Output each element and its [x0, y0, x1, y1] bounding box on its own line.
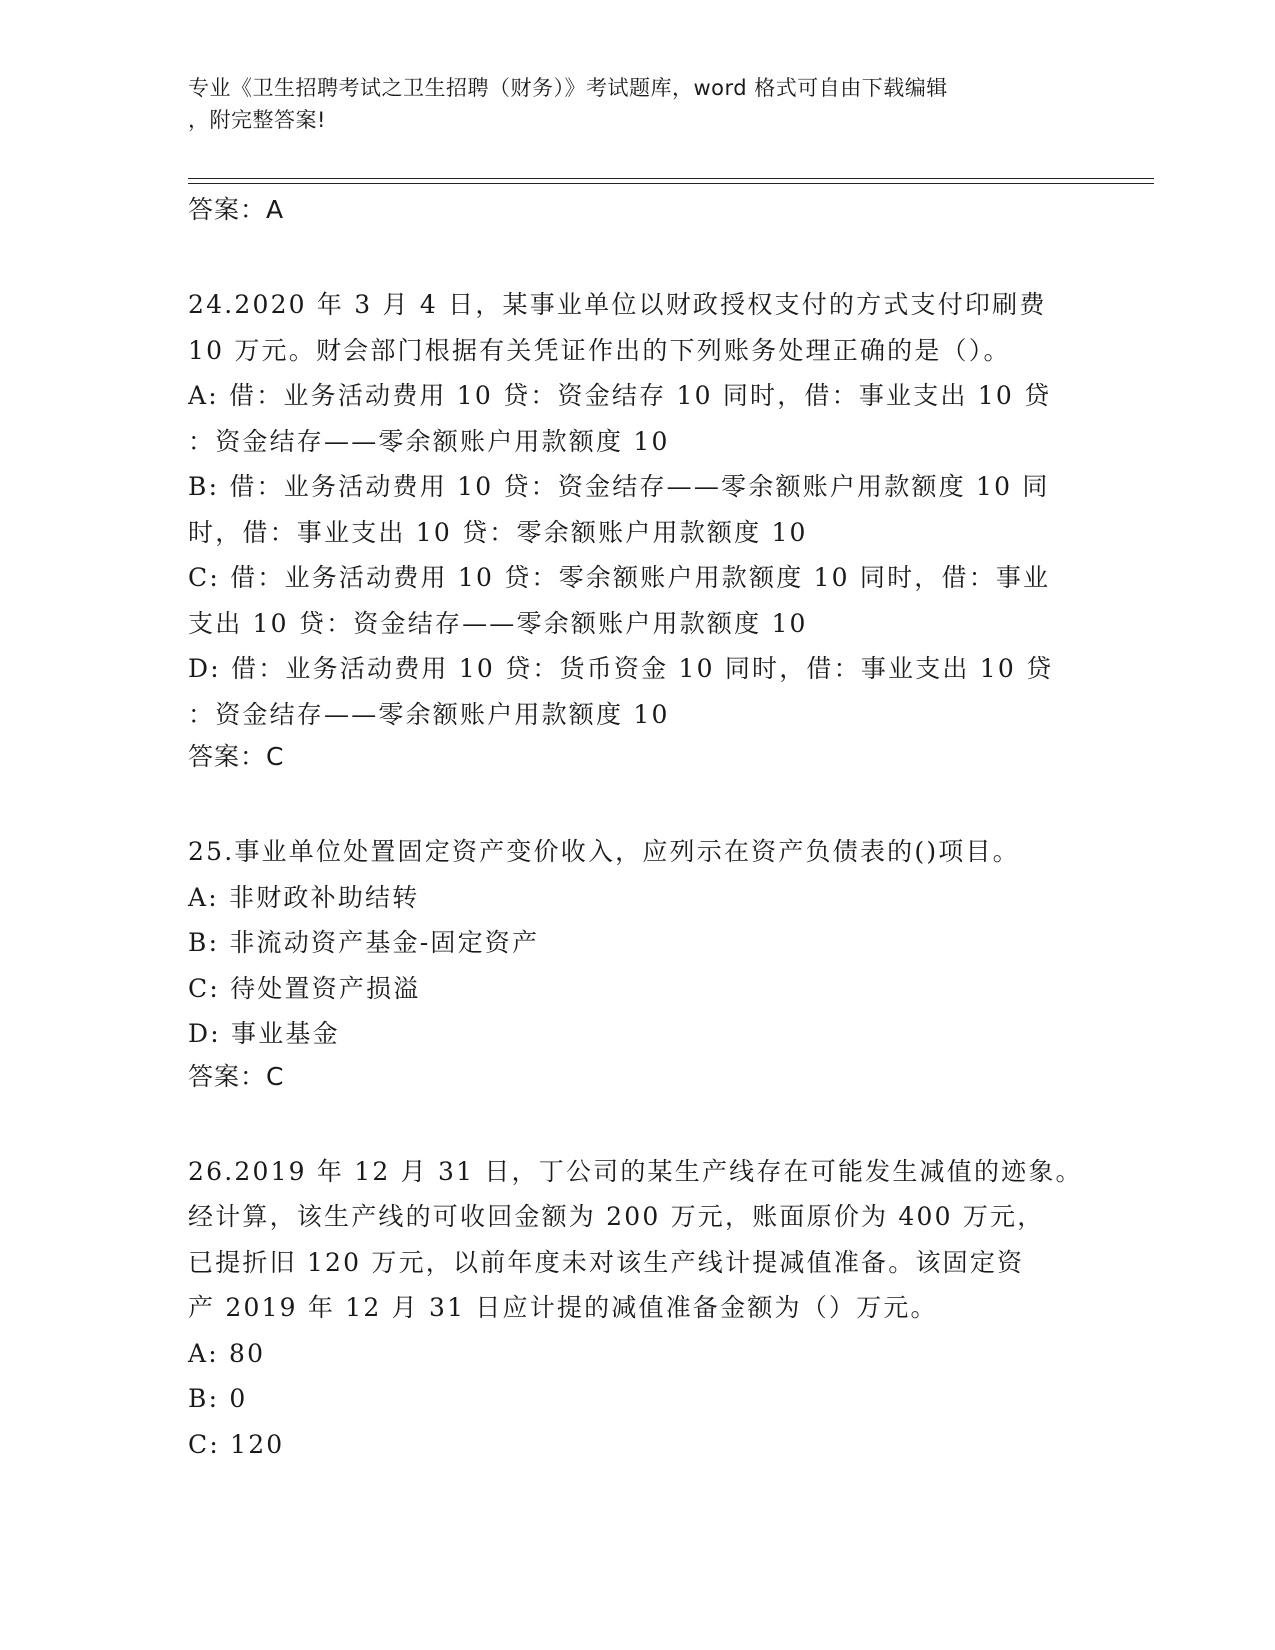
- option-c: C: 借：业务活动费用 10 贷：零余额账户用款额度 10 同时，借：事业: [188, 563, 1051, 592]
- option-d: D: 借：业务活动费用 10 贷：货币资金 10 同时，借：事业支出 10 贷: [188, 654, 1054, 683]
- option-a: A: 80: [188, 1338, 266, 1368]
- question-line: 经计算，该生产线的可收回金额为 200 万元，账面原价为 400 万元，: [188, 1202, 1045, 1231]
- question-26: [188, 1149, 1088, 1468]
- option-c: C: 120: [188, 1429, 285, 1459]
- question-line: 10 万元。财会部门根据有关凭证作出的下列账务处理正确的是（）。: [188, 335, 1011, 365]
- option-a: A: 借：业务活动费用 10 贷：资金结存 10 同时，借：事业支出 10 贷: [188, 381, 1052, 410]
- document-body: [188, 190, 1088, 1467]
- option-d: D: 事业基金: [188, 1019, 340, 1048]
- option-b: B: 非流动资产基金-固定资产: [188, 928, 540, 957]
- question-line: 24.2020 年 3 月 4 日，某事业单位以财政授权支付的方式支付印刷费: [188, 290, 1047, 319]
- option-b-cont: 时，借：事业支出 10 贷：零余额账户用款额度 10: [188, 517, 808, 547]
- header-line-2: ，附完整答案!: [188, 108, 326, 132]
- option-b: B: 0: [188, 1384, 248, 1413]
- header-line-1: 专业《卫生招聘考试之卫生招聘（财务）》考试题库，word 格式可自由下载编辑: [188, 76, 948, 100]
- question-line: 已提折旧 120 万元，以前年度未对该生产线计提减值准备。该固定资: [188, 1247, 1025, 1277]
- header-divider-top: [188, 178, 1154, 179]
- option-b: B: 借：业务活动费用 10 贷：资金结存——零余额账户用款额度 10 同: [188, 472, 1050, 501]
- answer-24: 答案：C: [188, 742, 285, 771]
- header-divider-bottom: [188, 183, 1154, 184]
- question-24: [188, 282, 1088, 777]
- previous-answer: 答案：A: [188, 195, 285, 224]
- option-a-cont: ：资金结存——零余额账户用款额度 10: [188, 426, 670, 456]
- option-d-cont: ：资金结存——零余额账户用款额度 10: [188, 699, 670, 729]
- option-c-cont: 支出 10 贷：资金结存——零余额账户用款额度 10: [188, 608, 808, 638]
- option-a: A: 非财政补助结转: [188, 882, 420, 912]
- answer-25: 答案：C: [188, 1061, 285, 1091]
- question-line: 产 2019 年 12 月 31 日应计提的减值准备金额为（）万元。: [188, 1293, 938, 1322]
- document-header: [188, 72, 1068, 136]
- question-line: 25.事业单位处置固定资产变价收入，应列示在资产负债表的()项目。: [188, 837, 1020, 866]
- option-c: C: 待处置资产损溢: [188, 973, 421, 1003]
- question-25: [188, 829, 1088, 1097]
- question-line: 26.2019 年 12 月 31 日，丁公司的某生产线存在可能发生减值的迹象。: [188, 1156, 1083, 1186]
